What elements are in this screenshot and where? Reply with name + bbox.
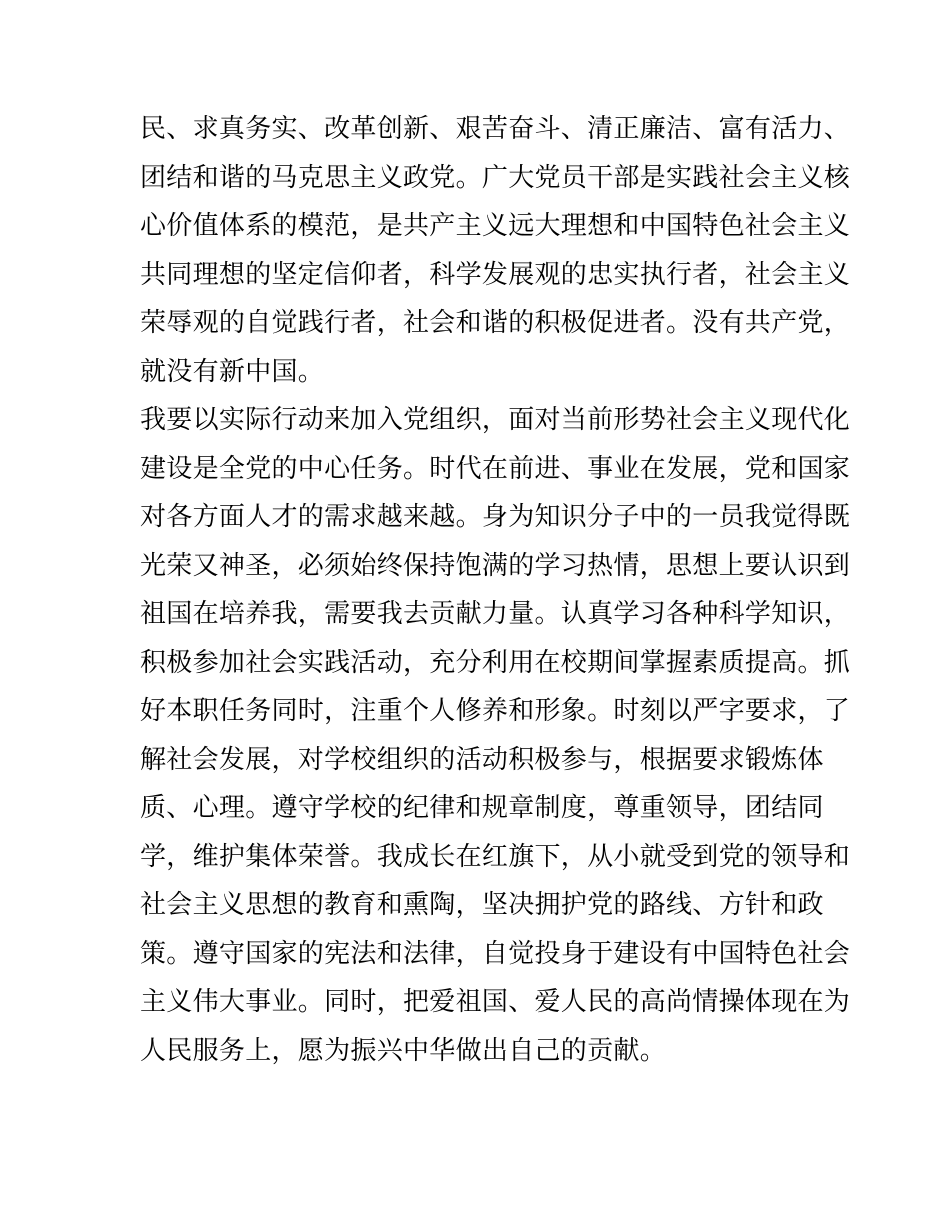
body-text	[140, 105, 851, 1075]
text-line: 对各方面人才的需求越来越。身为知识分子中的一员我觉得既	[140, 502, 851, 532]
text-line: 学，维护集体荣誉。我成长在红旗下，从小就受到党的领导和	[140, 841, 851, 872]
text-line: 就没有新中国。	[140, 356, 325, 387]
text-line: 解社会发展，对学校组织的活动积极参与，根据要求锻炼体	[140, 744, 824, 775]
text-line: 质、心理。遵守学校的纪律和规章制度，尊重领导，团结同	[140, 793, 824, 823]
text-line: 共同理想的坚定信仰者，科学发展观的忠实执行者，社会主义	[140, 259, 851, 290]
text-line: 我要以实际行动来加入党组织，面对当前形势社会主义现代化	[140, 405, 851, 435]
text-line: 好本职任务同时，注重个人修养和形象。时刻以严字要求，了	[140, 696, 851, 726]
text-line: 建设是全党的中心任务。时代在前进、事业在发展，党和国家	[140, 453, 851, 484]
text-line: 荣辱观的自觉践行者，社会和谐的积极促进者。没有共产党，	[140, 308, 851, 338]
text-line: 祖国在培养我，需要我去贡献力量。认真学习各种科学知识，	[140, 599, 851, 629]
text-line: 社会主义思想的教育和熏陶，坚决拥护党的路线、方针和政	[140, 890, 824, 920]
text-line: 心价值体系的模范，是共产主义远大理想和中国特色社会主义	[140, 211, 851, 241]
text-line: 团结和谐的马克思主义政党。广大党员干部是实践社会主义核	[140, 162, 851, 193]
text-line: 民、求真务实、改革创新、艰苦奋斗、清正廉洁、富有活力、	[140, 114, 851, 144]
text-line: 光荣又神圣，必须始终保持饱满的学习热情，思想上要认识到	[140, 550, 851, 581]
text-line: 人民服务上，愿为振兴中华做出自己的贡献。	[140, 1035, 667, 1066]
text-line: 策。遵守国家的宪法和法律，自觉投身于建设有中国特色社会	[140, 938, 851, 969]
text-line: 积极参加社会实践活动，充分利用在校期间掌握素质提高。抓	[140, 647, 851, 678]
text-line: 主义伟大事业。同时，把爱祖国、爱人民的高尚情操体现在为	[140, 987, 851, 1017]
